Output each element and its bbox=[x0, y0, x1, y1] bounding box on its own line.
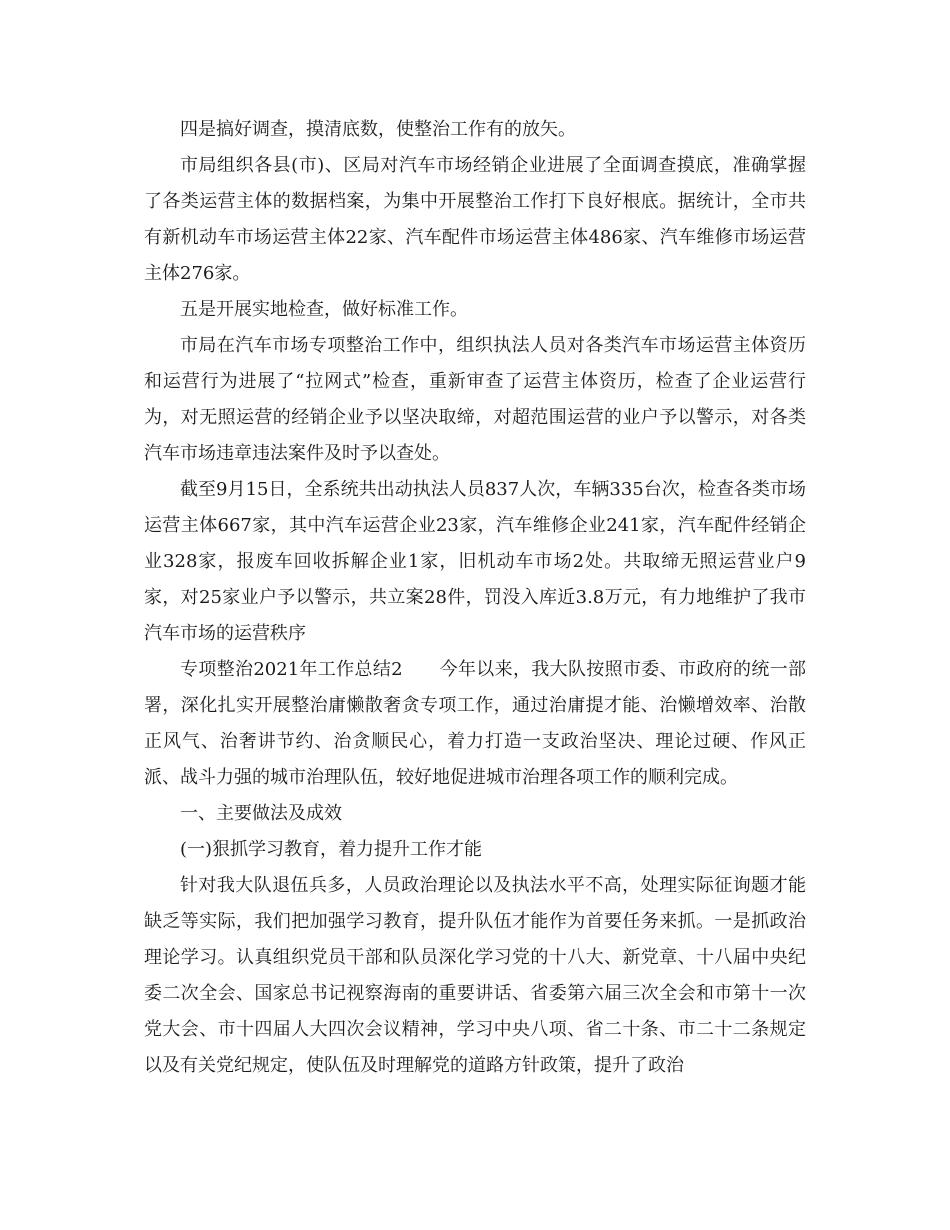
section-heading-main-practices: 一、主要做法及成效 bbox=[180, 803, 342, 824]
document-body bbox=[144, 112, 806, 1084]
paragraph-investigation-body: 市局组织各县(市)、区局对汽车市场经销企业进展了全面调查摸底，准确掌握了各类运营主体的数据档案，为集中开展整治工作打下良好根底。据统计，全市共有新机动车市场运营主体22家、汽车配件市场运营主体486家、汽车维修市场运营主体276家。 bbox=[144, 155, 806, 284]
paragraph-investigation-heading: 四是搞好调查，摸清底数，使整治工作有的放矢。 bbox=[180, 119, 576, 140]
paragraph-inspection-heading: 五是开展实地检查，做好标准工作。 bbox=[180, 299, 468, 320]
subsection-heading-learning: (一)狠抓学习教育，着力提升工作才能 bbox=[180, 839, 483, 860]
paragraph-inspection-body: 市局在汽车市场专项整治工作中，组织执法人员对各类汽车市场运营主体资历和运营行为进展了“拉网式”检查，重新审查了运营主体资历，检查了企业运营行为，对无照运营的经销企业予以坚决取缔，对超范围运营的业户予以警示，对各类汽车市场违章违法案件及时予以查处。 bbox=[144, 335, 806, 464]
paragraph-summary-2-intro: 专项整治2021年工作总结2 今年以来，我大队按照市委、市政府的统一部署，深化扎实开展整治庸懒散奢贪专项工作，通过治庸提才能、治懒增效率、治散正风气、治奢讲节约、治贪顺民心，着力打造一支政治坚决、理论过硬、作风正派、战斗力强的城市治理队伍，较好地促进城市治理各项工作的顺利完成。 bbox=[144, 659, 806, 788]
paragraph-learning-body: 针对我大队退伍兵多，人员政治理论以及执法水平不高，处理实际征询题才能缺乏等实际，我们把加强学习教育，提升队伍才能作为首要任务来抓。一是抓政治理论学习。认真组织党员干部和队员深化学习党的十八大、新党章、十八届中央纪委二次全会、国家总书记视察海南的重要讲话、省委第六届三次全会和市第十一次党大会、市十四届人大四次会议精神，学习中央八项、省二十条、市二十二条规定以及有关党纪规定，使队伍及时理解党的道路方针政策，提升了政治 bbox=[144, 875, 806, 1076]
paragraph-statistics: 截至9月15日，全系统共出动执法人员837人次，车辆335台次，检查各类市场运营主体667家，其中汽车运营企业23家，汽车维修企业241家，汽车配件经销企业328家，报废车回收拆解企业1家，旧机动车市场2处。共取缔无照运营业户9家，对25家业户予以警示，共立案28件，罚没入库近3.8万元，有力地维护了我市汽车市场的运营秩序 bbox=[144, 479, 806, 644]
